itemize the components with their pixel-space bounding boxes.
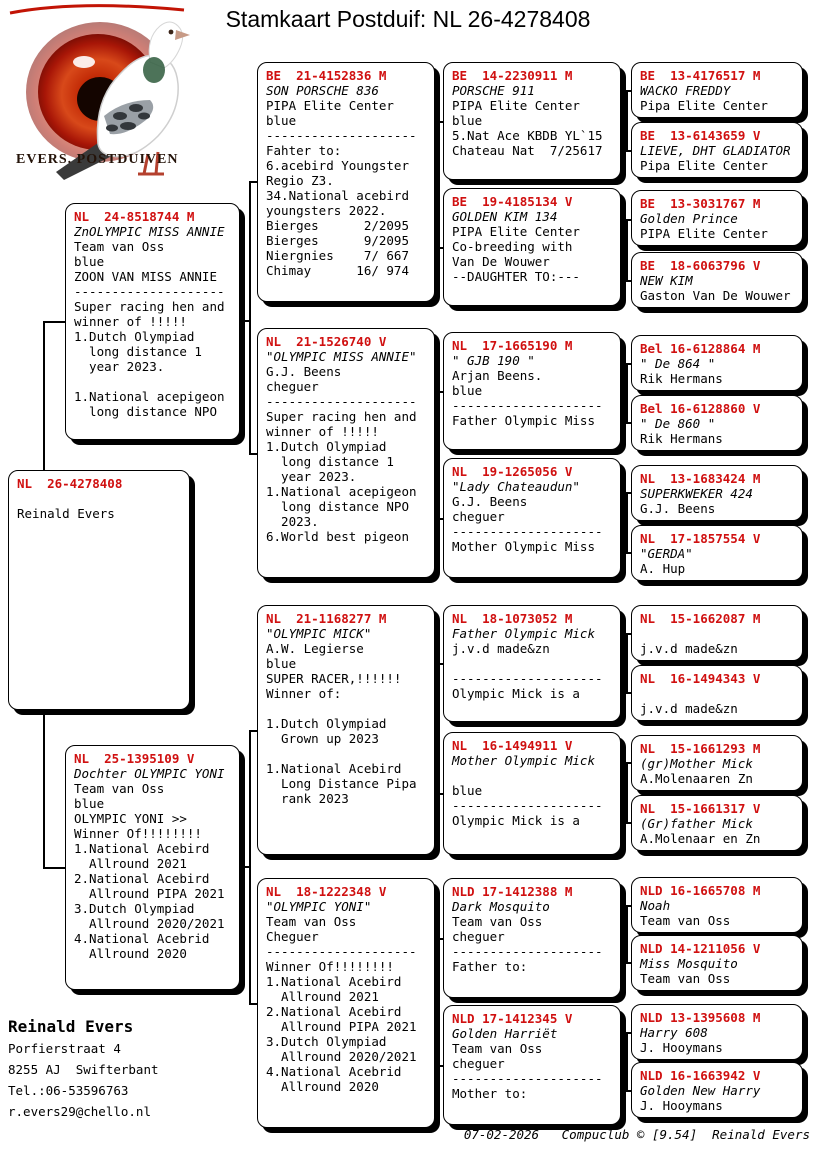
pedigree-box-dam-sire-sire-dam — [631, 665, 803, 721]
box-text-line: Team van Oss — [452, 914, 543, 929]
box-text-line: Allround 2021 — [74, 856, 187, 871]
contact-block — [8, 1016, 159, 1122]
box-text-line: 1.Dutch Olympiad — [266, 716, 387, 731]
box-text-line: year 2023. — [74, 359, 165, 374]
box-text-line: LIEVE, DHT GLADIATOR — [640, 143, 791, 158]
box-text-line: ZnOLYMPIC MISS ANNIE — [74, 224, 225, 239]
neck-patch — [143, 57, 165, 83]
pedigree-box-dam-sire-sire — [443, 605, 621, 722]
box-text-line: Pipa Elite Center — [640, 98, 768, 113]
box-text-line: ZOON VAN MISS ANNIE — [74, 269, 217, 284]
box-text-line: Winner of: — [266, 686, 342, 701]
box-text-line: Allround 2020 — [266, 1079, 379, 1094]
box-text-line: cheguer — [452, 1056, 505, 1071]
ring-number: NL 21-1526740 V — [266, 334, 387, 349]
ring-number: NL 18-1222348 V — [266, 884, 387, 899]
owner-city: 8255 AJ Swifterbant — [8, 1062, 159, 1077]
ring-number: NL 26-4278408 — [17, 476, 123, 491]
box-text-line: 2.National Acebird — [266, 1004, 402, 1019]
box-text-line: cheguer — [452, 509, 505, 524]
box-text-line: Allround 2020/2021 — [74, 916, 225, 931]
box-text-line: Team van Oss — [640, 913, 731, 928]
box-text-line: 1.National acepigeon — [74, 389, 225, 404]
box-text-line: Team van Oss — [452, 1041, 543, 1056]
box-text-line: -------------------- — [266, 394, 417, 409]
box-text-line: PIPA Elite Center — [452, 98, 580, 113]
box-text-line: " De 864 " — [640, 356, 716, 371]
box-text-line: Father Olympic Mick — [452, 626, 595, 641]
box-text-line: A.Molenaar en Zn — [640, 831, 761, 846]
box-text-line: Super racing hen and — [266, 409, 417, 424]
box-text-line: SON PORSCHE 836 — [266, 83, 379, 98]
box-text-line: (Gr)father Mick — [640, 816, 753, 831]
box-text-line: 1.National acepigeon — [266, 484, 417, 499]
box-text-line: Winner Of!!!!!!!! — [266, 959, 394, 974]
ring-number: NL 18-1073052 M — [452, 611, 573, 626]
box-text-line: blue — [266, 656, 297, 671]
box-text-line: Dark Mosquito — [452, 899, 550, 914]
box-text-line: Noah — [640, 898, 671, 913]
box-text-line: 1.Dutch Olympiad — [266, 439, 387, 454]
box-text-line: A.W. Legierse — [266, 641, 364, 656]
box-text-line: Olympic Mick is a — [452, 813, 580, 828]
pedigree-box-sire-sire-dam-dam — [631, 252, 803, 308]
box-text-line: 1.National Acebird — [266, 761, 402, 776]
connector-line — [437, 121, 439, 249]
ring-number: BE 13-4176517 M — [640, 68, 761, 83]
page-title: Stamkaart Postduif: NL 26-4278408 — [225, 6, 591, 32]
box-text-line: cheguer — [452, 929, 505, 944]
pedigree-box-dam-dam-dam-dam — [631, 1062, 803, 1118]
box-text-line: -------------------- — [452, 944, 603, 959]
pedigree-box-sire-sire-dam-sire — [631, 190, 803, 246]
ring-number: NL 24-8518744 M — [74, 209, 195, 224]
box-text-line: 2023. — [266, 514, 319, 529]
box-text-line: Arjan Beens. — [452, 368, 543, 383]
box-text-line: 4.National Acebrid — [266, 1064, 402, 1079]
ring-number: BE 13-3031767 M — [640, 196, 761, 211]
ring-number: BE 14-2230911 M — [452, 68, 573, 83]
box-text-line: -------------------- — [452, 798, 603, 813]
box-text-line: Grown up 2023 — [266, 731, 379, 746]
pedigree-box-sire-dam-sire — [443, 332, 621, 450]
box-text-line: Reinald Evers — [17, 506, 115, 521]
owner-phone: Tel.:06-53596763 — [8, 1083, 129, 1098]
box-text-line: Allround 2020/2021 — [266, 1049, 417, 1064]
ring-number: NLD 14-1211056 V — [640, 941, 761, 956]
box-text-line: -------------------- — [452, 524, 603, 539]
box-text-line: winner of !!!!! — [266, 424, 379, 439]
box-text-line: long distance 1 — [266, 454, 394, 469]
ring-number: Bel 16-6128860 V — [640, 401, 761, 416]
pedigree-box-sire-sire-sire-dam — [631, 122, 803, 178]
ring-number: NLD 17-1412345 V — [452, 1011, 573, 1026]
box-text-line: J. Hooymans — [640, 1040, 723, 1055]
box-text-line: year 2023. — [266, 469, 357, 484]
ring-number: NL 16-1494343 V — [640, 671, 761, 686]
ring-number: BE 18-6063796 V — [640, 258, 761, 273]
box-text-line: youngsters 2022. — [266, 203, 387, 218]
box-text-line: Rik Hermans — [640, 431, 723, 446]
box-text-line — [452, 768, 612, 783]
box-text-line: Gaston Van De Wouwer — [640, 288, 791, 303]
box-text-line: blue — [74, 796, 105, 811]
box-text-line: Van De Wouwer — [452, 254, 550, 269]
box-text-line: Team van Oss — [640, 971, 731, 986]
box-text-line: Niergnies 7/ 667 — [266, 248, 409, 263]
pedigree-box-sire-dam-dam — [443, 458, 621, 578]
box-text-line: Mother Olympic Mick — [452, 753, 595, 768]
ring-number: BE 19-4185134 V — [452, 194, 573, 209]
box-text-line: GOLDEN KIM 134 — [452, 209, 558, 224]
pedigree-box-sire-dam-sire-sire — [631, 335, 803, 391]
logo-caption: EVERS. POSTDUIVEN — [16, 152, 179, 167]
box-text-line: J. Hooymans — [640, 1098, 723, 1113]
pigeon-eye-dot — [169, 30, 174, 35]
ring-number: NLD 17-1412388 M — [452, 884, 573, 899]
box-text-line: --DAUGHTER TO:--- — [452, 269, 580, 284]
ring-number: Bel 16-6128864 M — [640, 341, 761, 356]
box-text-line: WACKO FREDDY — [640, 83, 731, 98]
box-text-line: Super racing hen and — [74, 299, 225, 314]
box-text-line: 3.Dutch Olympiad — [74, 901, 195, 916]
box-text-line: Father Olympic Miss — [452, 413, 595, 428]
pedigree-box-dam-dam-sire — [443, 878, 621, 998]
box-text-line: rank 2023 — [266, 791, 349, 806]
box-text-line — [452, 656, 612, 671]
box-text-line: -------------------- — [452, 398, 603, 413]
box-text-line: blue — [452, 783, 483, 798]
box-text-line — [266, 701, 426, 716]
connector-line — [249, 181, 251, 455]
ring-number: NL 15-1661317 V — [640, 801, 761, 816]
box-text-line: G.J. Beens — [266, 364, 342, 379]
box-text-line: A.Molenaaren Zn — [640, 771, 753, 786]
box-text-line: 5.Nat Ace KBDB YL`15 — [452, 128, 603, 143]
box-text-line: Winner Of!!!!!!!! — [74, 826, 202, 841]
box-text-line: Fahter to: — [266, 143, 342, 158]
box-text-line: Harry 608 — [640, 1025, 708, 1040]
box-text-line: PIPA Elite Center — [640, 226, 768, 241]
connector-line — [43, 867, 65, 869]
box-text-line: OLYMPIC YONI >> — [74, 811, 187, 826]
connector-line — [43, 321, 65, 323]
box-text-line: "GERDA" — [640, 546, 693, 561]
box-text-line: Miss Mosquito — [640, 956, 738, 971]
box-text-line: 3.Dutch Olympiad — [266, 1034, 387, 1049]
connector-line — [626, 492, 628, 554]
pedigree-box-dam-dam-sire-sire — [631, 877, 803, 933]
ring-number: NL 21-1168277 M — [266, 611, 387, 626]
box-text-line: PIPA Elite Center — [266, 98, 394, 113]
ring-number: NLD 16-1665708 M — [640, 883, 761, 898]
ring-number: NLD 16-1663942 V — [640, 1068, 761, 1083]
box-text-line: blue — [452, 113, 483, 128]
box-text-line — [640, 626, 794, 641]
box-text-line: Allround 2020 — [74, 946, 187, 961]
box-text-line: Olympic Mick is a — [452, 686, 580, 701]
box-text-line: Golden Prince — [640, 211, 738, 226]
pedigree-box-subject — [8, 470, 190, 710]
box-text-line — [266, 746, 426, 761]
box-text-line: Allround PIPA 2021 — [266, 1019, 417, 1034]
box-text-line: 6.World best pigeon — [266, 529, 409, 544]
box-text-line: " De 860 " — [640, 416, 716, 431]
box-text-line: Golden Harriët — [452, 1026, 558, 1041]
box-text-line: "OLYMPIC MISS ANNIE" — [266, 349, 417, 364]
pedigree-box-dam-sire — [257, 605, 435, 855]
eye-highlight — [73, 56, 95, 68]
box-text-line: blue — [452, 383, 483, 398]
pedigree-box-dam — [65, 745, 240, 990]
box-text-line: Chimay 16/ 974 — [266, 263, 409, 278]
connector-line — [240, 866, 251, 868]
pedigree-box-sire-dam-dam-dam — [631, 525, 803, 581]
ring-number: NL 17-1665190 M — [452, 338, 573, 353]
ring-number: NL 16-1494911 V — [452, 738, 573, 753]
ring-number: NL 19-1265056 V — [452, 464, 573, 479]
box-text-line: j.v.d made&zn — [640, 641, 738, 656]
box-text-line: cheguer — [266, 379, 319, 394]
box-text-line: 1.National Acebird — [266, 974, 402, 989]
box-text-line: 1.Dutch Olympiad — [74, 329, 195, 344]
box-text-line — [17, 491, 181, 506]
owner-email: r.evers29@chello.nl — [8, 1104, 151, 1119]
ring-number: BE 21-4152836 M — [266, 68, 387, 83]
box-text-line: 1.National Acebird — [74, 841, 210, 856]
pedigree-box-dam-sire-sire-sire — [631, 605, 803, 661]
box-text-line: Long Distance Pipa — [266, 776, 417, 791]
box-text-line: Bierges 2/2095 — [266, 218, 409, 233]
box-text-line: j.v.d made&zn — [452, 641, 550, 656]
pedigree-box-sire-sire — [257, 62, 435, 302]
box-text-line: " GJB 190 " — [452, 353, 535, 368]
box-text-line: 34.National acebird — [266, 188, 409, 203]
pedigree-box-dam-dam — [257, 878, 435, 1128]
ring-number: NL 13-1683424 M — [640, 471, 761, 486]
box-text-line: Rik Hermans — [640, 371, 723, 386]
ring-number: NL 15-1661293 M — [640, 741, 761, 756]
connector-line — [626, 1032, 628, 1092]
box-text-line: j.v.d made&zn — [640, 701, 738, 716]
footer-credit: 07-02-2026 Compuclub © [9.54] Reinald Evers — [463, 1127, 810, 1142]
box-text-line: Team van Oss — [74, 239, 165, 254]
box-text-line: Pipa Elite Center — [640, 158, 768, 173]
box-text-line: long distance NPO — [74, 404, 217, 419]
pedigree-box-sire-dam-dam-sire — [631, 465, 803, 521]
pedigree-box-dam-sire-dam — [443, 732, 621, 855]
box-text-line: G.J. Beens — [452, 494, 528, 509]
ring-number: NL 17-1857554 V — [640, 531, 761, 546]
pedigree-box-dam-sire-dam-sire — [631, 735, 803, 791]
box-text-line — [74, 374, 231, 389]
pedigree-box-dam-dam-sire-dam — [631, 935, 803, 991]
connector-line — [626, 905, 628, 964]
loft-logo — [8, 4, 204, 194]
box-text-line: Mother Olympic Miss — [452, 539, 595, 554]
connector-line — [437, 391, 439, 520]
box-text-line: PORSCHE 911 — [452, 83, 535, 98]
pedigree-box-sire-dam-sire-dam — [631, 395, 803, 451]
box-text-line: 2.National Acebird — [74, 871, 210, 886]
box-text-line: PIPA Elite Center — [452, 224, 580, 239]
box-text-line: Golden New Harry — [640, 1083, 761, 1098]
ring-number: NL 25-1395109 V — [74, 751, 195, 766]
owner-name: Reinald Evers — [8, 1017, 134, 1036]
connector-line — [626, 219, 628, 282]
box-text-line: NEW KIM — [640, 273, 693, 288]
box-text-line: 6.acebird Youngster — [266, 158, 409, 173]
box-text-line: "OLYMPIC MICK" — [266, 626, 372, 641]
box-text-line: Bierges 9/2095 — [266, 233, 409, 248]
box-text-line: long distance 1 — [74, 344, 202, 359]
owner-street: Porfierstraat 4 — [8, 1041, 121, 1056]
ring-number: NLD 13-1395608 M — [640, 1010, 761, 1025]
pedigree-box-dam-dam-dam — [443, 1005, 621, 1125]
box-text-line: -------------------- — [452, 1071, 603, 1086]
pedigree-box-sire — [65, 203, 240, 440]
box-text-line: (gr)Mother Mick — [640, 756, 753, 771]
box-text-line: Allround PIPA 2021 — [74, 886, 225, 901]
box-text-line: -------------------- — [452, 671, 603, 686]
box-text-line: "OLYMPIC YONI" — [266, 899, 372, 914]
box-text-line: Co-breeding with — [452, 239, 573, 254]
box-text-line: Allround 2021 — [266, 989, 379, 1004]
pedigree-box-sire-sire-dam — [443, 188, 621, 306]
box-text-line: SUPER RACER,!!!!!! — [266, 671, 402, 686]
box-text-line: Chateau Nat 7/25617 — [452, 143, 603, 158]
box-text-line: -------------------- — [74, 284, 225, 299]
pedigree-box-dam-sire-dam-dam — [631, 795, 803, 851]
box-text-line: 4.National Acebrid — [74, 931, 210, 946]
box-text-line: -------------------- — [266, 128, 417, 143]
box-text-line: blue — [266, 113, 297, 128]
connector-line — [240, 320, 251, 322]
box-text-line: Regio Z3. — [266, 173, 334, 188]
box-text-line: Team van Oss — [266, 914, 357, 929]
box-text-line: winner of !!!!! — [74, 314, 187, 329]
ring-number: BE 13-6143659 V — [640, 128, 761, 143]
box-text-line: long distance NPO — [266, 499, 409, 514]
pedigree-box-sire-dam — [257, 328, 435, 578]
box-text-line: Dochter OLYMPIC YONI — [74, 766, 225, 781]
connector-line — [626, 363, 628, 424]
ring-number: NL 15-1662087 M — [640, 611, 761, 626]
box-text-line: A. Hup — [640, 561, 686, 576]
box-text-line: Father to: — [452, 959, 528, 974]
box-text-line: G.J. Beens — [640, 501, 716, 516]
box-text-line: Team van Oss — [74, 781, 165, 796]
box-text-line: SUPERKWEKER 424 — [640, 486, 753, 501]
box-text-line: blue — [74, 254, 105, 269]
box-text-line: "Lady Chateaudun" — [452, 479, 580, 494]
pedigree-box-dam-dam-dam-sire — [631, 1004, 803, 1060]
box-text-line: -------------------- — [266, 944, 417, 959]
box-text-line: Cheguer — [266, 929, 319, 944]
pedigree-box-sire-sire-sire — [443, 62, 621, 180]
box-text-line — [640, 686, 794, 701]
box-text-line: Mother to: — [452, 1086, 528, 1101]
logo-red-swoosh — [8, 4, 188, 18]
pedigree-box-sire-sire-sire-sire — [631, 62, 803, 118]
